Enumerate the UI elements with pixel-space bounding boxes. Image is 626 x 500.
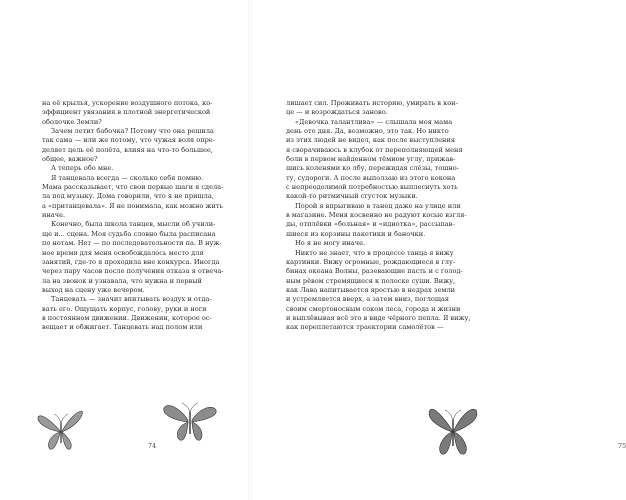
text-line: шись коленями ко лбу, пережидая слёзы, тошно- xyxy=(286,164,459,173)
text-line: А теперь обо мне. xyxy=(51,164,114,173)
text-line: какой-то ритмичный сгусток музыки. xyxy=(286,192,418,201)
butterfly-icon xyxy=(36,405,86,453)
text-line: бинах океана Волны, разевающие пасть и с голод- xyxy=(286,267,463,276)
text-line: и выплёвывая всё это в виде чёрного пепла. Я вижу, xyxy=(286,313,471,322)
page-number-left: 74 xyxy=(148,442,157,450)
text-line: и устремляется вверх, а затем вниз, поглощая xyxy=(286,295,450,304)
left-page-text xyxy=(42,99,224,333)
text-line: шиеся из корзины пакетики и баночки. xyxy=(286,229,426,238)
butterfly-icon xyxy=(426,400,480,460)
text-line: Мама рассказывает, что свои первые шаги я сдела- xyxy=(42,183,224,192)
text-line: ла на звонок и узнавала, что нужна и первый xyxy=(42,276,202,285)
text-line: ла под музыку. Дома говорили, что я не пришла, xyxy=(42,192,214,201)
text-line: ды, отплёвки «больная» и «идиотка», рассыпав- xyxy=(286,220,455,229)
text-line: на её крылья, ускорение воздушного потока, ко- xyxy=(42,99,213,107)
text-line: в постоянном движении. Движении, которое ос- xyxy=(42,313,212,322)
text-line: выход на сцену уже вечером. xyxy=(42,285,145,294)
text-line: своим смертоносным соком леса, города и жизни xyxy=(286,304,461,313)
text-line: как Лава напитывается яростью в недрах земли xyxy=(286,285,456,294)
text-line: общее, важное? xyxy=(42,155,98,164)
page-number-right: 75 xyxy=(618,442,626,450)
text-line: вещает и обжигает. Танцевать над полом или xyxy=(42,323,203,332)
text-line: в магазине. Меня косвенно не радуют косые взгля- xyxy=(286,211,467,220)
text-line: ное время для меня освобождалось место для xyxy=(42,248,204,257)
text-line: иначе. xyxy=(42,211,66,220)
text-line: вать его. Ощущать корпус, голову, руки и ноги xyxy=(42,304,207,313)
text-line: а «пританцевала». Я не понимала, как можно жить xyxy=(42,201,224,210)
text-line: Конечно, была школа танцев, мысли об учили- xyxy=(51,220,216,229)
text-line: из этих людей не видел, как после выступления xyxy=(286,136,455,145)
text-line: Но я не могу иначе. xyxy=(295,239,366,248)
left-page xyxy=(0,0,250,500)
text-line: оболочке Земли? xyxy=(42,117,102,126)
text-line: так сама — или же потому, что чужая воля опре- xyxy=(42,136,215,145)
text-line: как переплетаются траектории самолётов — xyxy=(286,323,444,332)
text-line: я сворачиваюсь в клубок от переполняющей меня xyxy=(286,145,463,154)
text-line: занятий, где-то я проходила вне конкурса. Иногда xyxy=(42,257,220,266)
text-line: деляет цель её полёта, влияя на что-то большее, xyxy=(42,145,213,154)
text-line: Я танцевала всегда — сколько себя помню. xyxy=(51,173,204,182)
text-line: лишает сил. Проживать историю, умирать в кон- xyxy=(286,99,458,107)
text-line: день ото дня. Да, возможно, это так. Но никто xyxy=(286,127,449,136)
text-line: эффициент увязания в плотной энергетической xyxy=(42,108,211,117)
text-line: через пару часов после получения отказа я отвеча- xyxy=(42,267,224,276)
text-line: по нотам. Нет — по последовательности па. В нуж- xyxy=(42,239,222,248)
right-page-text xyxy=(286,99,471,333)
text-line: «Девочка талантлива» — слышала моя мама xyxy=(295,117,453,126)
text-line: ным рёвом стремящиеся к полоске суши. Вижу, xyxy=(286,276,456,285)
text-line: с непреодолимой потребностью выплеснуть хоть xyxy=(286,183,458,192)
text-line: Порой я впрыгиваю в танец даже на улице или xyxy=(295,201,461,210)
text-line: це — и возрождаться заново. xyxy=(286,108,388,117)
text-line: ту, судороги. А после выползаю из этого кокона xyxy=(286,173,456,182)
text-line: Никто не знает, что в процессе танца я вижу xyxy=(295,248,454,257)
text-line: Зачем летит бабочка? Потому что она решила xyxy=(51,127,214,136)
text-line: боли в первом найденном тёмном углу, прижав- xyxy=(286,155,456,164)
text-line: картинки. Вижу огромные, рождающиеся в глу- xyxy=(286,257,456,266)
butterfly-icon xyxy=(160,398,220,444)
text-line: Танцевать — значит впитывать воздух и отда- xyxy=(51,295,212,304)
text-line: ще и... сцена. Моя судьба словно была расписана xyxy=(42,229,216,238)
